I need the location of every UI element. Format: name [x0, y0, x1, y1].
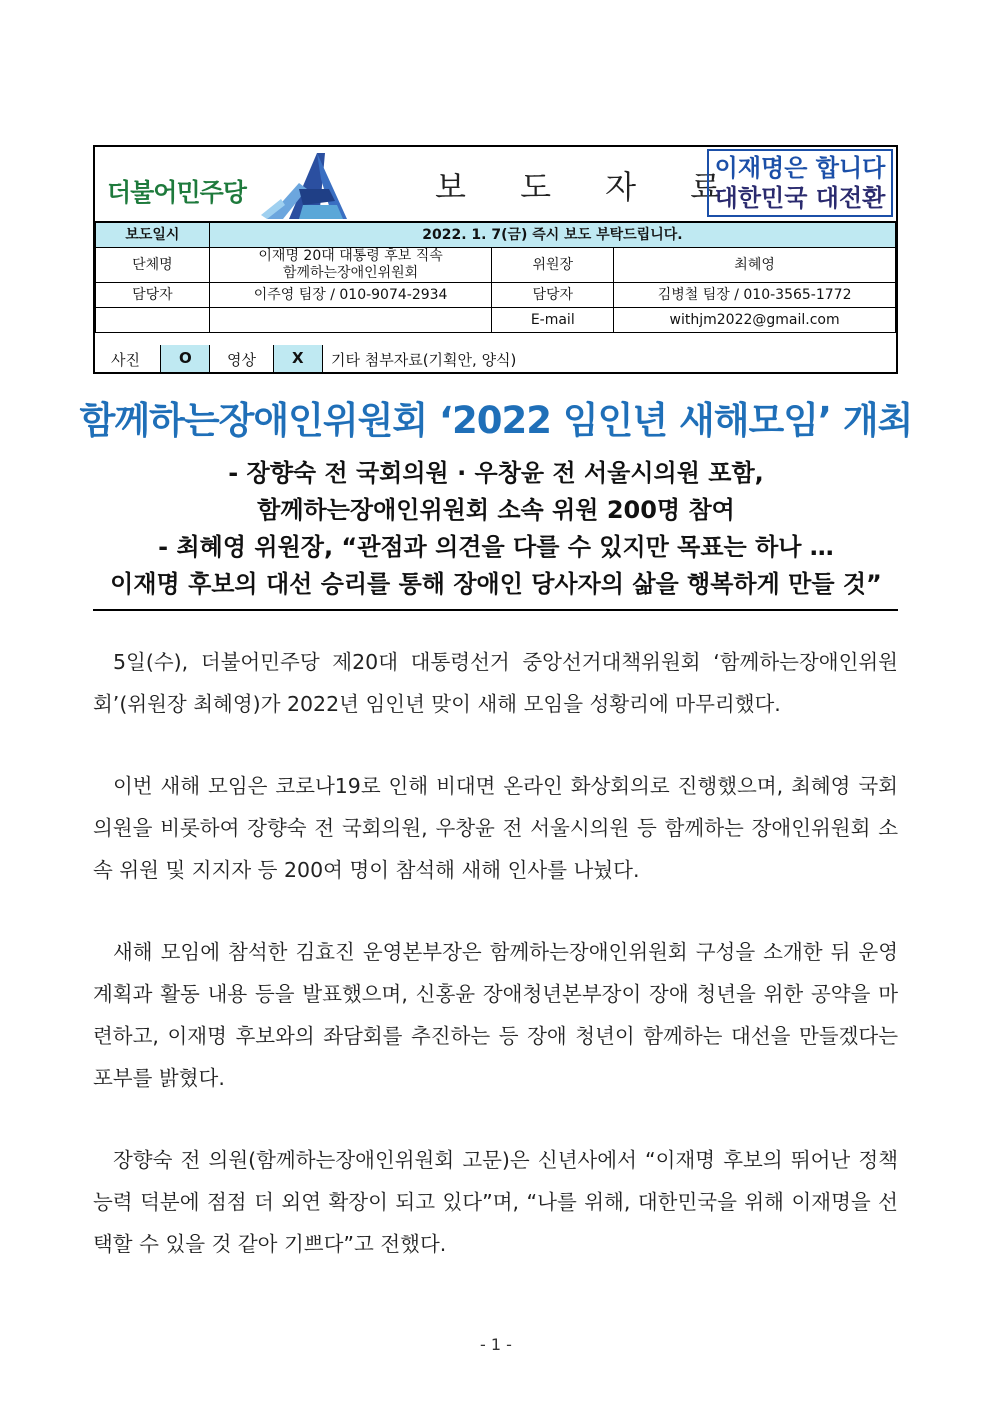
- video-label: 영상: [227, 351, 256, 369]
- contact1-label: 담당자: [96, 283, 210, 308]
- photo-value-cell: [160, 345, 210, 372]
- press-release-title: 보 도 자 료: [435, 168, 744, 206]
- article-body: [93, 641, 898, 1305]
- paragraph: 장향숙 전 의원(함께하는장애인위원회 고문)은 신년사에서 “이재명 후보의 뛰어난 정책 능력 덕분에 점점 더 외연 확장이 되고 있다”며, “나를 위해, 대한민국을 위해 이재명을 선택할 수 있을 것 같아 기쁘다”고 전했다.: [93, 1148, 898, 1256]
- subheadline: [0, 455, 992, 603]
- subheadline-line: - 최혜영 위원장, “관점과 의견을 다를 수 있지만 목표는 하나 …: [158, 533, 834, 561]
- slogan-line-1: 이재명은 합니다: [714, 154, 886, 182]
- photo-value: O: [179, 349, 192, 367]
- photo-label: 사진: [111, 351, 140, 369]
- attachments-row: [95, 345, 896, 372]
- page-number: - 1 -: [480, 1335, 512, 1354]
- chair-label: 위원장: [492, 248, 614, 283]
- video-value: X: [292, 349, 304, 367]
- release-date-label: 보도일시: [96, 222, 210, 248]
- paragraph: 5일(수), 더불어민주당 제20대 대통령선거 중앙선거대책위원회 ‘함께하는장애인위원회’(위원장 최혜영)가 2022년 임인년 맞이 새해 모임을 성황리에 마무리했다.: [93, 650, 898, 716]
- chair-value: 최혜영: [614, 248, 896, 283]
- empty-cell: [209, 308, 492, 333]
- subheadline-line: - 장향숙 전 국회의원 · 우창윤 전 서울시의원 포함,: [228, 459, 764, 487]
- contact2-value: 김병철 팀장 / 010-3565-1772: [614, 283, 896, 308]
- attachment-label: 기타 첨부자료(기획안, 양식): [331, 351, 517, 369]
- subheadline-line: 이재명 후보의 대선 승리를 통해 장애인 당사자의 삶을 행복하게 만들 것”: [110, 570, 882, 598]
- header-banner: [95, 147, 896, 221]
- contact2-label: 담당자: [492, 283, 614, 308]
- release-info-table: [95, 221, 896, 333]
- release-date-value: 2022. 1. 7(금) 즉시 보도 부탁드립니다.: [209, 222, 895, 248]
- divider: [93, 609, 898, 611]
- party-logo: [103, 149, 343, 219]
- email-value: withjm2022@gmail.com: [614, 308, 896, 333]
- org-value-line-2: 함께하는장애인위원회: [282, 265, 419, 281]
- slogan-line-2: 대한민국 대전환: [714, 184, 886, 212]
- paragraph: 이번 새해 모임은 코로나19로 인해 비대면 온라인 화상회의로 진행했으며, 최혜영 국회의원을 비롯하여 장향숙 전 국회의원, 우창윤 전 서울시의원 등 함께하는 장애인위원회 소속 위원 및 지지자 등 200여 명이 참석해 새해 인사를 나눴다.: [93, 774, 898, 882]
- party-emblem-icon: [259, 149, 349, 221]
- contact1-value: 이주영 팀장 / 010-9074-2934: [209, 283, 492, 308]
- email-label: E-mail: [492, 308, 614, 333]
- headline: 함께하는장애인위원회 ‘2022 임인년 새해모임’ 개최: [79, 399, 913, 442]
- empty-cell: [96, 308, 210, 333]
- org-value-line-1: 이재명 20대 대통령 후보 직속: [258, 248, 443, 264]
- paragraph: 새해 모임에 참석한 김효진 운영본부장은 함께하는장애인위원회 구성을 소개한 뒤 운영계획과 활동 내용 등을 발표했으며, 신홍윤 장애청년본부장이 장애 청년을 위한 공약을 마련하고, 이재명 후보와의 좌담회를 추진하는 등 장애 청년이 함께하는 대선을 만들겠다는 포부를 밝혔다.: [93, 940, 898, 1090]
- campaign-slogan: [707, 149, 893, 217]
- video-value-cell: [273, 345, 323, 372]
- press-release-header: [93, 145, 898, 374]
- org-value: [209, 248, 492, 283]
- party-name: 더불어민주당: [107, 178, 246, 207]
- subheadline-line: 함께하는장애인위원회 소속 위원 200명 참여: [257, 496, 735, 524]
- org-label: 단체명: [96, 248, 210, 283]
